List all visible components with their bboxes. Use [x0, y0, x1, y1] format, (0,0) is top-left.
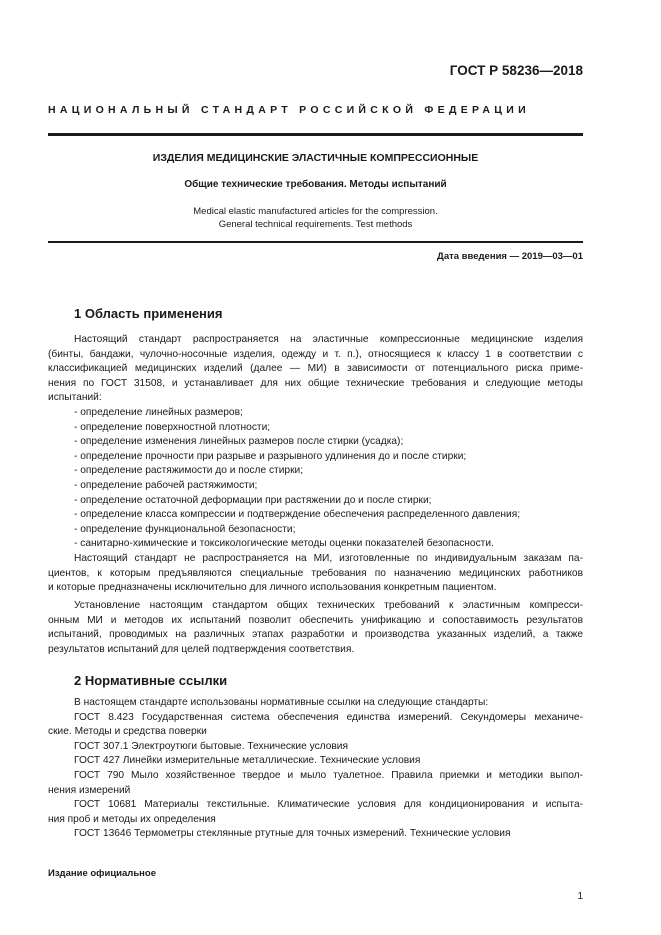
header-rule [48, 133, 583, 136]
reference-item: ГОСТ 8.423 Государственная система обеспечения единства измерений. Секундомеры механиче- [74, 711, 583, 723]
text-line: онным МИ и методов их испытаний позволит обеспечить унификацию и сопоставимость результатов [48, 614, 583, 626]
text-line: нения по ГОСТ 31508, и устанавливает для них общие технические требования и следующие методы [48, 377, 583, 389]
english-title-line: General technical requirements. Test methods [218, 219, 413, 230]
section-2-intro: В настоящем стандарте использованы нормативные ссылки на следующие стандарты: [74, 697, 489, 708]
reference-item: ГОСТ 13646 Термометры стеклянные ртутные для точных измерений. Технические условия [74, 828, 511, 840]
text-line: испытаний, проводимых на различных этапах разработки и производства указанных изделий, а также [48, 629, 583, 641]
list-item: - определение растяжимости до и после стирки; [74, 465, 304, 477]
text-line: Установление настоящим стандартом общих технических требований к эластичным компресси- [74, 600, 583, 611]
text-line: Настоящий стандарт не распространяется на МИ, изготовленные по индивидуальным заказам па- [74, 553, 583, 564]
section-2-heading: 2 Нормативные ссылки [74, 673, 228, 688]
list-item: - определение прочности при разрыве и разрывного удлинения до и после стирки; [74, 450, 467, 462]
reference-item: ГОСТ 790 Мыло хозяйственное твердое и мыло туалетное. Правила приемки и методики выпол- [74, 770, 583, 781]
list-item: - определение функциональной безопасности; [74, 523, 296, 535]
section-1-paragraph-1 [74, 333, 583, 348]
national-standard-title: НАЦИОНАЛЬНЫЙ СТАНДАРТ РОССИЙСКОЙ ФЕДЕРАЦИИ [48, 104, 530, 116]
page-number: 1 [577, 891, 583, 902]
reference-item-continuation: ния проб и методы их определения [48, 813, 216, 825]
reference-item-continuation: нения измерений [48, 784, 131, 796]
list-item: - определение рабочей растяжимости; [74, 480, 258, 491]
list-item: - определение изменения линейных размеров после стирки (усадка); [74, 436, 404, 448]
list-item: - определение класса компрессии и подтверждение обеспечения распределенного давления; [74, 509, 521, 521]
text-line: Настоящий стандарт распространяется на эластичные компрессионные медицинские изделия [74, 334, 583, 345]
official-edition-label: Издание официальное [48, 868, 156, 879]
reference-item: ГОСТ 10681 Материалы текстильные. Климатические условия для кондиционирования и испыта- [74, 799, 583, 811]
list-item: - определение поверхностной плотности; [74, 421, 271, 433]
section-1-heading: 1 Область применения [74, 306, 223, 321]
english-title-line: Medical elastic manufactured articles for the compression. [193, 206, 438, 217]
text-line: (бинты, бандажи, чулочно-носочные изделия, одежду и т. п.), относящиеся к классу 1 в соответствии с [48, 348, 583, 360]
list-item: - санитарно-химические и токсикологические методы оценки показателей безопасности. [74, 538, 494, 550]
text-line: результатов испытаний для целей подтверждения соответствия. [48, 643, 355, 655]
list-item: - определение остаточной деформации при растяжении до и после стирки; [74, 494, 432, 506]
reference-item: ГОСТ 307.1 Электроутюги бытовые. Технические условия [74, 740, 349, 752]
title-rule [48, 241, 583, 243]
text-line: циентов, к которым предъявляются специальные требования по назначению медицинских работников [48, 567, 583, 579]
reference-item: ГОСТ 427 Линейки измерительные металлические. Технические условия [74, 755, 421, 767]
text-line: классификацией медицинских изделий (далее — МИ) в зависимости от потенциального риска приме- [48, 363, 583, 375]
text-line: и которые предназначены исключительно для личного использования конкретным пациентом. [48, 582, 497, 594]
document-title-english [48, 205, 583, 231]
reference-item-continuation: ские. Методы и средства поверки [48, 726, 207, 738]
standard-number: ГОСТ Р 58236—2018 [449, 63, 583, 78]
text-line: испытаний: [48, 392, 102, 404]
introduction-date: Дата введения — 2019—03—01 [437, 251, 583, 262]
document-title: ИЗДЕЛИЯ МЕДИЦИНСКИЕ ЭЛАСТИЧНЫЕ КОМПРЕССИОННЫЕ [152, 152, 479, 164]
list-item: - определение линейных размеров; [74, 407, 243, 418]
document-subtitle: Общие технические требования. Методы испытаний [184, 179, 447, 190]
